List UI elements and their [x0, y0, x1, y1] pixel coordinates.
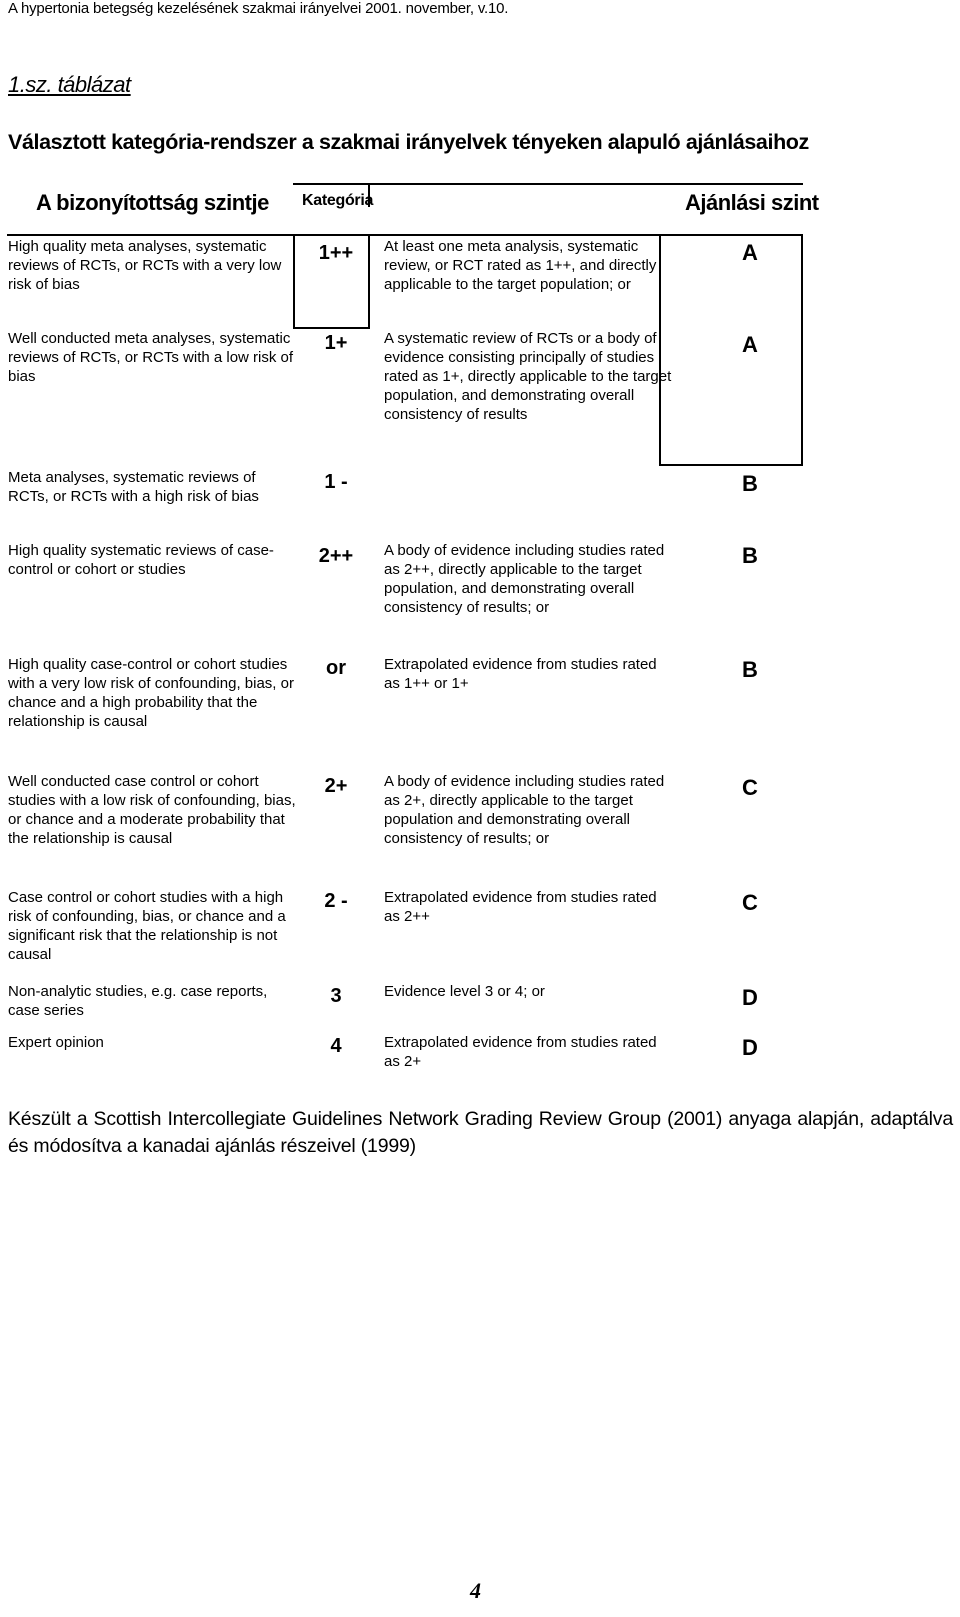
row-7-category: 2 - [324, 890, 348, 912]
row-1-grade: A [742, 240, 758, 265]
table-number: 1.sz. táblázat [8, 72, 131, 97]
row-1-evidence: High quality meta analyses, systematic reviews of RCTs, or RCTs with a very low risk of bias [8, 238, 282, 293]
table-rule-header-bottom [7, 234, 803, 236]
row-7-description: Extrapolated evidence from studies rated as 2++ [384, 889, 657, 925]
row-6-grade: C [742, 775, 758, 800]
row-4-evidence: High quality systematic reviews of case-control or cohort or studies [8, 542, 274, 578]
row-8-grade: D [742, 985, 758, 1010]
row-1-description: At least one meta analysis, systematic review, or RCT rated as 1++, and directly applicable to the target population; or [384, 238, 657, 293]
running-header: A hypertonia betegség kezelésének szakmai irányelvei 2001. november, v.10. [8, 0, 509, 17]
row-3-category: 1 - [324, 471, 348, 493]
table-title: Választott kategória-rendszer a szakmai irányelvek tényeken alapuló ajánlásaihoz [8, 130, 809, 154]
column-header-category: Kategória [302, 192, 374, 209]
row-6-category: 2+ [324, 775, 348, 797]
row-9-description: Extrapolated evidence from studies rated as 2+ [384, 1034, 657, 1070]
row-9-grade: D [742, 1035, 758, 1060]
row-8-category: 3 [330, 985, 342, 1007]
column-header-grade: Ajánlási szint [685, 190, 819, 215]
table-rule-row1-bottom [293, 327, 370, 329]
row-5-grade: B [742, 657, 758, 682]
row-9-evidence: Expert opinion [8, 1034, 104, 1051]
row-7-grade: C [742, 890, 758, 915]
page-number: 4 [470, 1578, 481, 1603]
row-4-description: A body of evidence including studies rated as 2++, directly applicable to the target population, and demonstrating overall consistency of results; or [384, 542, 665, 616]
row-8-description: Evidence level 3 or 4; or [384, 983, 545, 1000]
row-3-evidence: Meta analyses, systematic reviews of RCTs, or RCTs with a high risk of bias [8, 469, 259, 505]
row-1-category: 1++ [318, 242, 354, 264]
column-header-evidence: A bizonyítottság szintje [36, 190, 269, 215]
table-rule-header-divider [368, 183, 370, 207]
row-2-evidence: Well conducted meta analyses, systematic reviews of RCTs, or RCTs with a low risk of bias [8, 330, 294, 385]
row-6-evidence: Well conducted case control or cohort studies with a low risk of confounding, bias, or chance and a moderate probability that the relationship is causal [8, 773, 296, 847]
source-footnote: Készült a Scottish Intercollegiate Guidelines Network Grading Review Group (2001) anyaga alapján, adaptálva és módosítva a kanadai ajánlás részeivel (1999) [8, 1108, 953, 1157]
row-9-category: 4 [330, 1035, 342, 1057]
row-5-evidence: High quality case-control or cohort studies with a very low risk of confounding, bias, or chance and a high probability that the relationship is causal [8, 656, 294, 730]
row-5-description: Extrapolated evidence from studies rated as 1++ or 1+ [384, 656, 657, 692]
row-2-category: 1+ [324, 332, 348, 354]
row-8-evidence: Non-analytic studies, e.g. case reports, case series [8, 983, 268, 1019]
row-4-grade: B [742, 543, 758, 568]
row-4-category: 2++ [318, 545, 354, 567]
table-rule-row2-bottom [659, 464, 803, 466]
row-2-description: A systematic review of RCTs or a body of evidence consisting principally of studies rated as 1+, directly applicable to the target population, and demonstrating overall consistency of results [384, 330, 672, 423]
row-5-category: or [326, 657, 346, 679]
row-6-description: A body of evidence including studies rated as 2+, directly applicable to the target population and demonstrating overall consistency of results; or [384, 773, 665, 847]
row-3-grade: B [742, 471, 758, 496]
row-7-evidence: Case control or cohort studies with a high risk of confounding, bias, or chance and a significant risk that the relationship is not causal [8, 889, 286, 963]
row-2-grade: A [742, 332, 758, 357]
